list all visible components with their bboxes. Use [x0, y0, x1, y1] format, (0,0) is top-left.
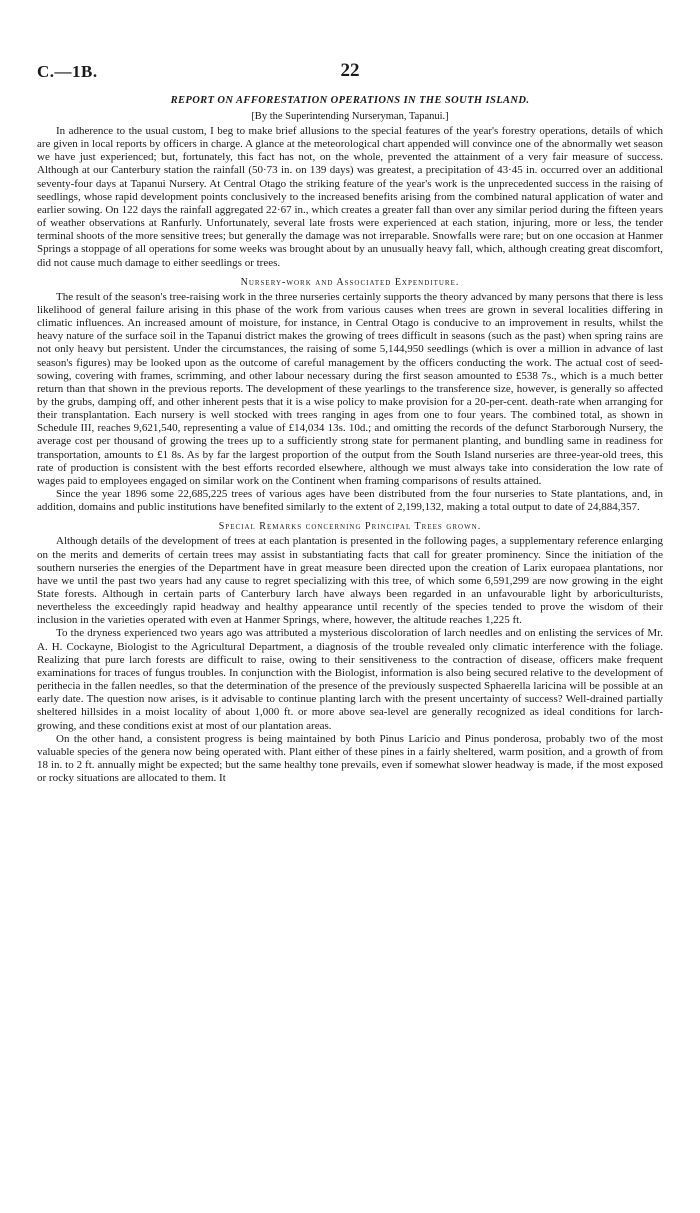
trees-paragraph-1: Although details of the development of trees at each plantation is presented in the following pages, a supplementary reference enlarging on the merits and demerits of certain trees may assist in substantiating facts that call for greater prominency. Since the initiation of the southern nurseries the energies of the Department have in great measure been directed upon the creation of Larix europaea plantations, nor have we until the past two years had any cause to regret specializing with this tree, of which some 6,591,299 are now growing in the eight State forests. Although in certain parts of Canterbury larch have always been regarded in an unfavourable light by arboriculturists, nevertheless the exceedingly rapid headway and healthy appearance until recently of the species tended to prove the wisdom of their inclusion in the varieties operated with even at Hanmer Springs, where, however, the altitude reaches 1,225 ft. [37, 535, 663, 627]
intro-paragraph: In adherence to the usual custom, I beg to make brief allusions to the special features of the year's forestry operations, details of which are given in local reports by officers in charge. A glance at the meteorological chart appended will convince one of the abnormally wet season we have just experienced; but, fortunately, this fact has not, on the whole, prevented the attainment of a very fair measure of success. Although at our Canterbury station the rainfall (50·73 in. on 139 days) was greatest, a precipitation of 43·45 in. occurred over an additional seventy-four days at Tapanui Nursery. At Central Otago the striking feature of the year's work is the unprecedented success in the raising of seedlings, whose rapid development points conclusively to the increased benefits arising from the combined natural application of water and earlier sowing. On 122 days the rainfall aggregated 22·67 in., which creates a greater fall than over any similar period during the fifteen years of weather observations at Ranfurly. Unfortunately, several late frosts were experienced at each station, injuring, more or less, the tender terminal shoots of the more sensitive trees; but generally the damage was not irreparable. Snowfalls were rare; but on one occasion at Hanmer Springs a stoppage of all operations for some weeks was brought about by an unusually heavy fall, which, although creating great discomfort, did not cause much damage to either seedlings or trees. [37, 125, 663, 269]
document-reference: C.—1B. [37, 62, 98, 81]
section-heading-nursery-work: Nursery-work and Associated Expenditure. [240, 276, 460, 288]
trees-paragraph-3: On the other hand, a consistent progress is being maintained by both Pinus Laricio and Pinus ponderosa, probably two of the most valuable species of the genera now being operated with. Plant either of these pines in a fairly sheltered, warm position, and a growth of from 18 in. to 2 ft. annually might be expected; but the same healthy tone prevails, even if somewhat slower headway is made, if the most exposed or rocky situations are allocated to them. It [37, 732, 663, 785]
page-number: 22 [340, 60, 360, 81]
report-body [37, 95, 663, 785]
page-header [37, 60, 663, 84]
nursery-paragraph-2: Since the year 1896 some 22,685,225 trees of various ages have been distributed from the four nurseries to State plantations, and, in addition, domains and public institutions have benefited similarly to the extent of 2,199,132, making a total output to date of 24,884,357. [37, 488, 663, 514]
report-title: REPORT ON AFFORESTATION OPERATIONS IN THE SOUTH ISLAND. [170, 95, 530, 106]
section-heading-principal-trees: Special Remarks concerning Principal Trees grown. [218, 521, 482, 533]
nursery-paragraph-1: The result of the season's tree-raising work in the three nurseries certainly supports the theory advanced by many persons that there is less likelihood of general failure arising in this phase of the work from various causes when trees are grown in several localities differing in climatic influences. An increased amount of moisture, for instance, in Central Otago is conducive to an improvement in results, whilst the heavy nature of the surface soil in the Tapanui district makes the growing of trees difficult in seasons (such as the past) when spring rains are not only heavy but persistent. Under the circumstances, the raising of some 5,144,950 seedlings (which is over a million in advance of last season's figures) may be looked upon as the outcome of careful management by the officers conducting the work. The actual cost of seed-sowing, covering with frames, scrimming, and other labour necessary during the first season amounted to £538 7s., which is a much better return than that shown in the previous reports. The development of these yearlings to the transference size, however, is generally so affected by the grubs, damping off, and other inherent pests that it is a wise policy to make provision for a 20-per-cent. death-rate when arranging for their transplantation. Each nursery is well stocked with trees ranging in ages from one to four years. The combined total, as shown in Schedule III, reaches 9,621,540, representing a value of £14,034 13s. 10d.; and omitting the records of the defunct Starborough Nursery, the average cost per thousand of growing the trees up to a sufficiently strong state for permanent planting, and bundling same in readiness for transportation, amounts to £1 8s. As by far the largest proportion of the output from the South Island nurseries are three-year-old trees, this rate of production is consistent with the best efforts recorded elsewhere, although we must always take into consideration the low rate of wages paid to employees engaged on similar work on the Continent when framing comparisons of results attained. [37, 290, 663, 487]
trees-paragraph-2: To the dryness experienced two years ago was attributed a mysterious discoloration of larch needles and on enlisting the services of Mr. A. H. Cockayne, Biologist to the Agricultural Department, a diagnosis of the trouble revealed only climatic interference with the foliage. Realizing that pure larch forests are difficult to raise, owing to their sensitiveness to the contraction of disease, officers make frequent examinations for traces of fungus troubles. In conjunction with the Biologist, information is also being secured relative to the development of perithecia in the fallen needles, so that the determination of the presence of the previously suspected Sphaerella laricina will be possible at an early date. The question now arises, is it advisable to continue planting larch with the present uncertainty of success? Well-drained partially sheltered hillsides in a moist locality of about 1,000 ft. or more above sea-level are generally recognized as ideal conditions for larch-growing, and these conditions exist at most of our plantation areas. [37, 627, 663, 732]
report-byline: [By the Superintending Nurseryman, Tapanui.] [251, 111, 449, 122]
